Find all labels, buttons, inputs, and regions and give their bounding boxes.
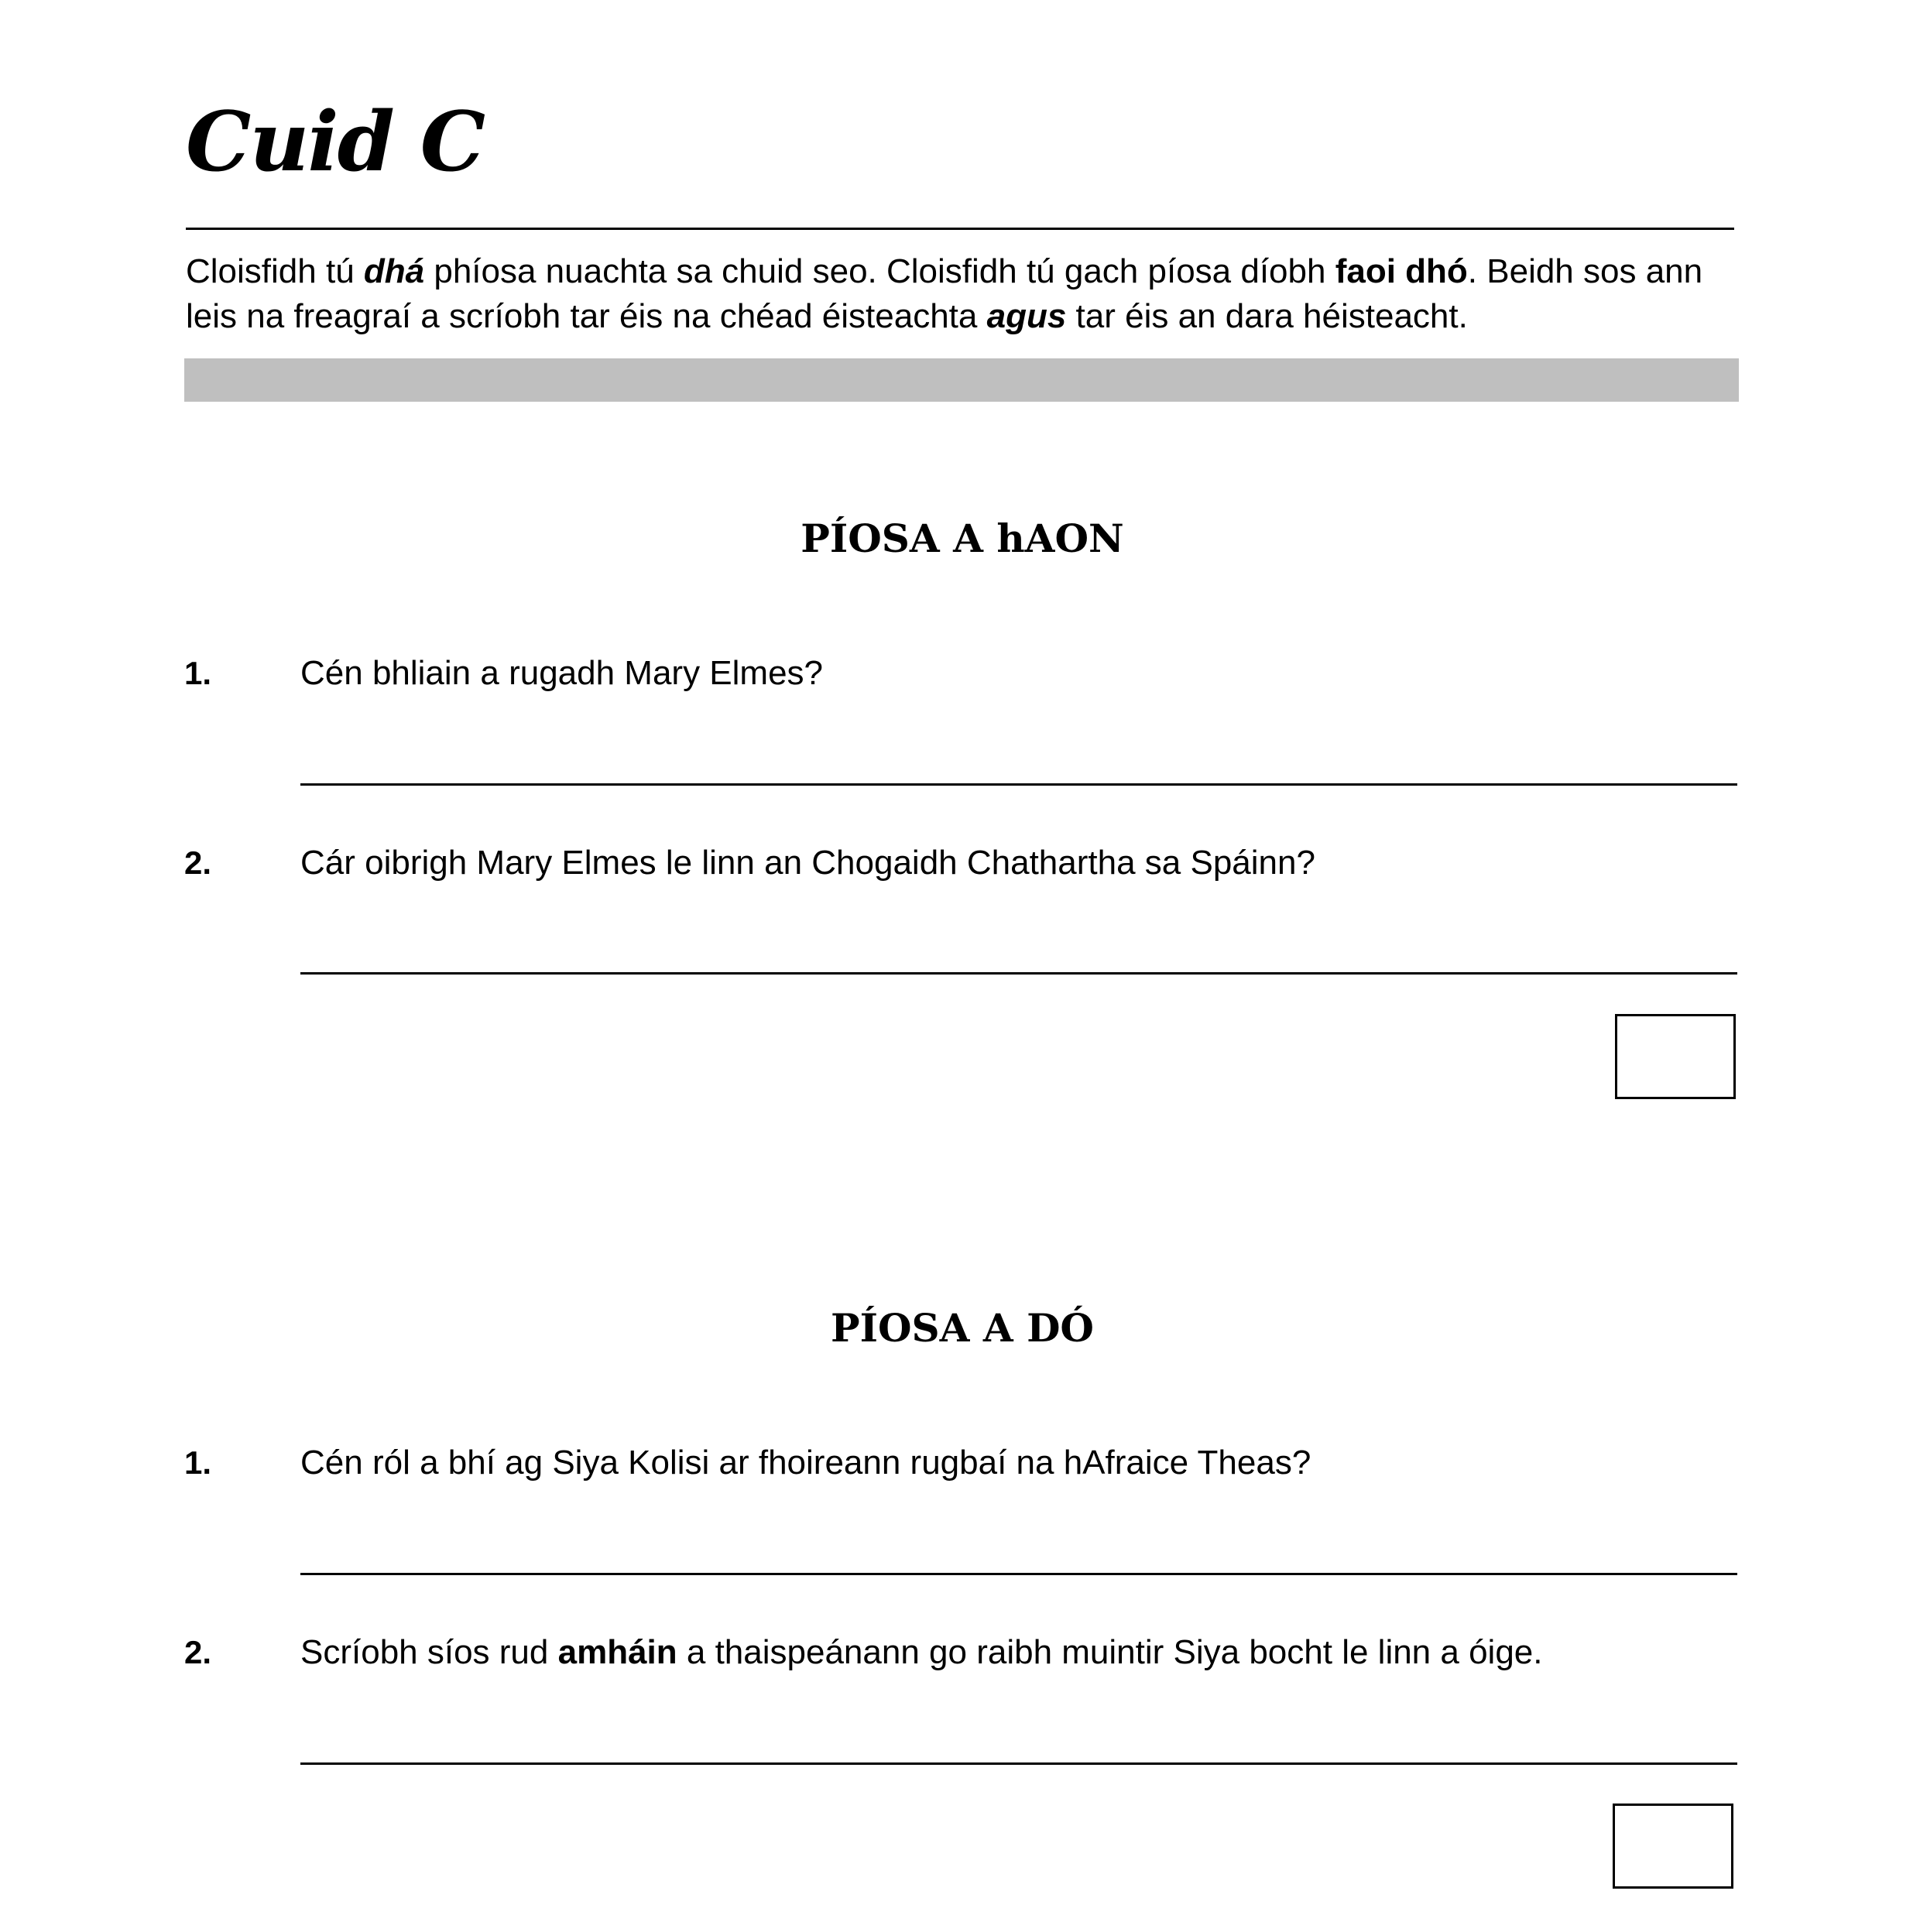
piece-2-heading: PÍOSA A DÓ xyxy=(831,1305,1094,1351)
piece-1-question-2-text: Cár oibrigh Mary Elmes le linn an Chogaidh Chathartha sa Spáinn? xyxy=(300,844,1315,882)
piece-1-question-1-text: Cén bhliain a rugadh Mary Elmes? xyxy=(300,654,824,692)
instructions-paragraph xyxy=(186,249,1742,339)
piece-2-question-1-answer-line[interactable] xyxy=(300,1573,1737,1575)
emphasis-dha: dhá xyxy=(363,252,425,290)
piece-2-mark-box[interactable] xyxy=(1613,1804,1733,1889)
emphasis-amhain: amháin xyxy=(557,1633,677,1671)
title-divider xyxy=(186,228,1734,230)
instructions-line-2: leis na freagraí a scríobh tar éis na chéad éisteachta agus tar éis an dara héisteacht. xyxy=(186,297,1468,335)
piece-1-mark-box[interactable] xyxy=(1615,1014,1736,1099)
piece-1-question-2-answer-line[interactable] xyxy=(300,972,1737,975)
instructions-line-1: Cloisfidh tú dhá phíosa nuachta sa chuid seo. Cloisfidh tú gach píosa díobh faoi dhó. Beidh sos ann xyxy=(186,252,1703,290)
piece-2-question-2-number: 2. xyxy=(184,1634,212,1670)
section-title: Cuid C xyxy=(186,93,485,190)
emphasis-faoi-dho: faoi dhó xyxy=(1335,252,1468,290)
piece-1-question-1-answer-line[interactable] xyxy=(300,783,1737,786)
emphasis-agus: agus xyxy=(986,297,1067,335)
piece-2-question-1-text: Cén ról a bhí ag Siya Kolisi ar fhoireann rugbaí na hAfraice Theas? xyxy=(300,1444,1311,1482)
piece-2-question-2-text: Scríobh síos rud amháin a thaispeánann go raibh muintir Siya bocht le linn a óige. xyxy=(300,1633,1543,1671)
piece-2-question-2-answer-line[interactable] xyxy=(300,1762,1737,1765)
piece-1-heading: PÍOSA A hAON xyxy=(801,516,1124,561)
piece-1-question-1-number: 1. xyxy=(184,655,212,691)
piece-2-question-1-number: 1. xyxy=(184,1444,212,1481)
piece-1-question-2-number: 2. xyxy=(184,844,212,881)
grey-separator-band xyxy=(184,358,1739,402)
